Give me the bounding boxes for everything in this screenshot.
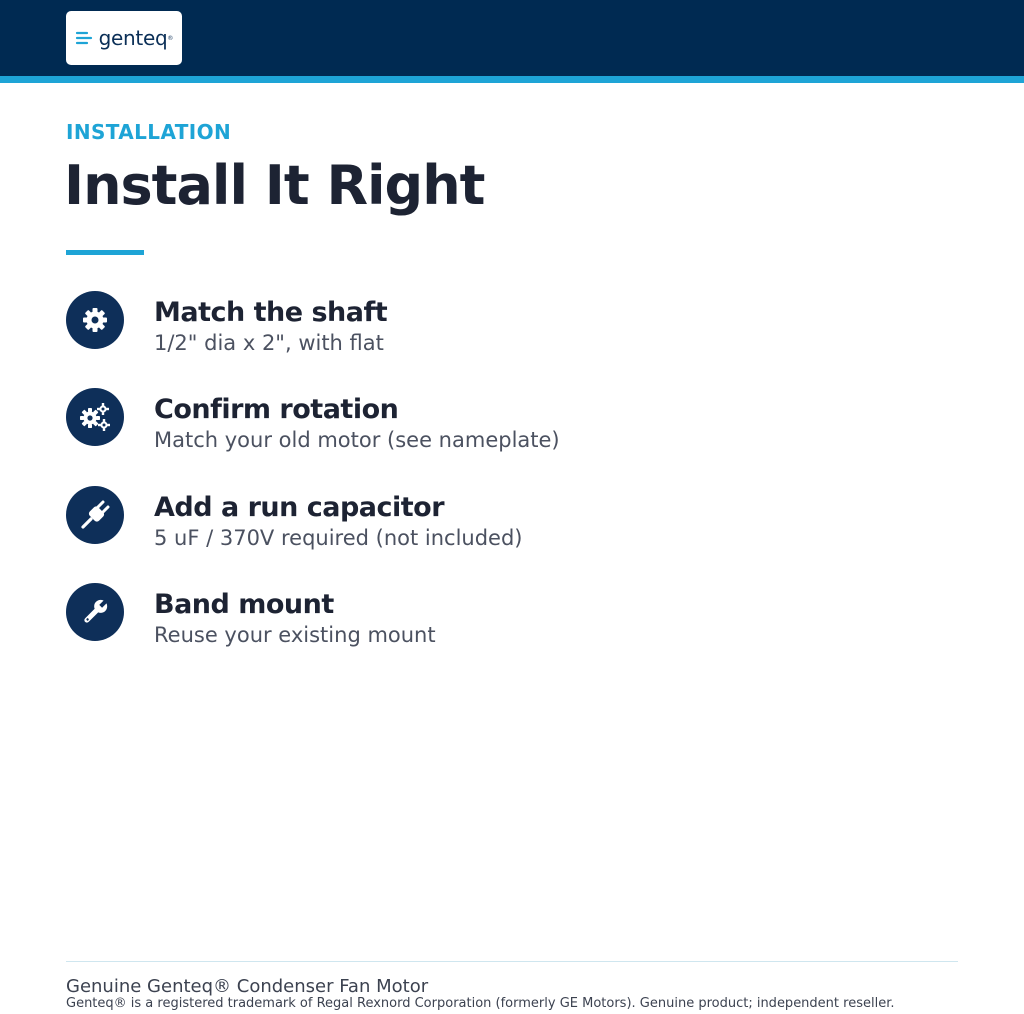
plug-icon <box>78 498 112 532</box>
feature-item-capacitor <box>66 486 966 550</box>
logo-registered-mark: ® <box>167 34 174 42</box>
feature-subtext: Match your old motor (see nameplate) <box>154 428 560 452</box>
gear-icon <box>78 303 112 337</box>
feature-heading: Band mount <box>154 589 334 620</box>
feature-icon-circle <box>66 388 124 446</box>
section-eyebrow: INSTALLATION <box>66 120 232 144</box>
brand-logo <box>66 11 182 65</box>
feature-icon-circle <box>66 486 124 544</box>
wrench-icon <box>78 595 112 629</box>
feature-item-mount <box>66 583 966 647</box>
feature-icon-circle <box>66 291 124 349</box>
logo-wind-icon <box>75 29 97 47</box>
footer-divider <box>66 961 958 962</box>
feature-subtext: 5 uF / 370V required (not included) <box>154 526 523 550</box>
gears-icon <box>78 400 112 434</box>
feature-subtext: 1/2" dia x 2", with flat <box>154 331 384 355</box>
page-title: Install It Right <box>64 154 485 217</box>
footer-title: Genuine Genteq® Condenser Fan Motor <box>66 976 429 997</box>
feature-item-rotation <box>66 388 966 452</box>
title-accent-rule <box>66 250 144 255</box>
feature-item-shaft <box>66 291 966 355</box>
feature-heading: Add a run capacitor <box>154 492 445 523</box>
footer-trademark-note: Genteq® is a registered trademark of Regal Rexnord Corporation (formerly GE Motors). Genuine product; independent reseller. <box>66 996 895 1011</box>
feature-icon-circle <box>66 583 124 641</box>
feature-heading: Match the shaft <box>154 297 388 328</box>
banner-accent-stripe <box>0 76 1024 83</box>
feature-heading: Confirm rotation <box>154 394 399 425</box>
logo-wordmark: genteq <box>98 26 168 50</box>
feature-subtext: Reuse your existing mount <box>154 623 436 647</box>
